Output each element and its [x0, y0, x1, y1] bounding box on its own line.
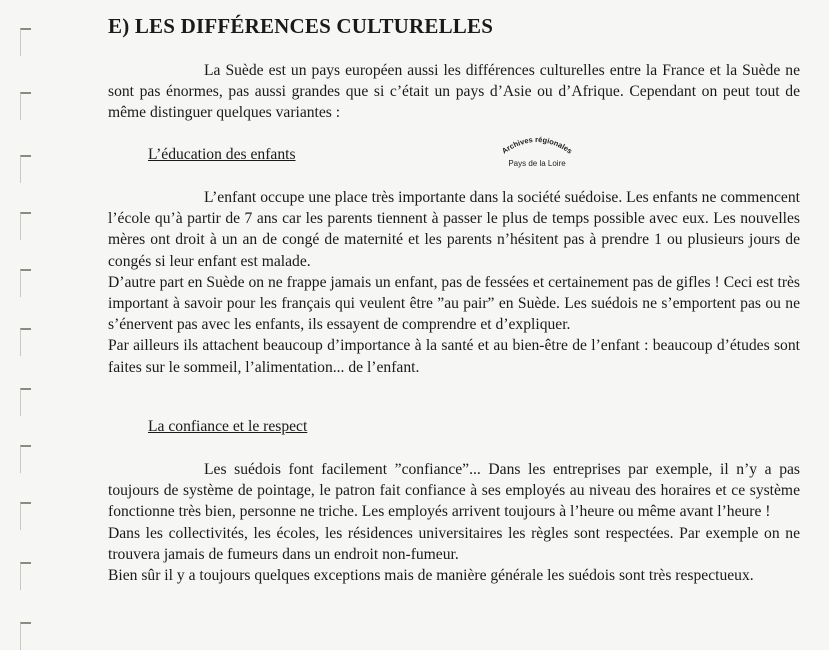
section-heading-trust: La confiance et le respect [148, 418, 308, 435]
binder-hole [20, 92, 31, 120]
binder-hole [20, 212, 31, 240]
intro-paragraph: La Suède est un pays européen aussi les différences culturelles entre la France et la Suède ne sont pas énormes, pas aussi grandes que si c’était un pays d’Asie ou d’Afrique. Cependant on peut tout de même distinguer quelques variantes : [108, 62, 800, 122]
intro-block [108, 60, 800, 124]
document-title: E) LES DIFFÉRENCES CULTURELLES [108, 14, 494, 38]
svg-text:Pays de la Loire: Pays de la Loire [508, 159, 566, 168]
binder-hole [20, 328, 31, 356]
binder-hole [20, 388, 31, 416]
archives-stamp [498, 132, 576, 172]
section-paragraph: Bien sûr il y a toujours quelques exceptions mais de manière générale les suédois sont très respectueux. [108, 567, 754, 585]
svg-text:Archives régionales: Archives régionales [500, 134, 574, 156]
section-paragraph: D’autre part en Suède on ne frappe jamais un enfant, pas de fessées et certainement pas de gifles ! Ceci est très important à savoir pour les français qui veulent être ”au pair” en Suède. Les suédois ne s’emportent pas ou ne s’énervent pas avec les enfants, ils essayent de comprendre et d’expliquer. [108, 273, 800, 334]
binder-hole [20, 502, 31, 530]
section-paragraph: Dans les collectivités, les écoles, les résidences universitaires les règles sont respectées. Par exemple on ne trouvera jamais de fumeurs dans un endroit non-fumeur. [108, 524, 800, 563]
archives-stamp-icon [498, 132, 576, 172]
binder-hole [20, 445, 31, 473]
binder-hole [20, 28, 31, 56]
education-section [108, 187, 800, 378]
trust-section [108, 459, 800, 586]
binder-hole [20, 269, 31, 297]
section-paragraph: L’enfant occupe une place très importante dans la société suédoise. Les enfants ne commencent l’école qu’à partir de 7 ans car les parents tiennent à passer le plus de temps possible avec eux. Les nouvelles mères ont droit à un an de congé de maternité et les parents n’hésitent pas à prendre 1 ou plusieurs jours de congés si leur enfant est malade. [108, 189, 800, 270]
section-paragraph: Par ailleurs ils attachent beaucoup d’importance à la santé et au bien-être de l’enfant : beaucoup d’études sont faites sur le sommeil, l’alimentation... de l’enfant. [108, 337, 800, 376]
binder-hole [20, 562, 31, 590]
binder-holes [0, 0, 40, 650]
binder-hole [20, 155, 31, 183]
binder-hole [20, 622, 31, 650]
section-paragraph: Les suédois font facilement ”confiance”... Dans les entreprises par exemple, il n’y a pas toujours de système de pointage, le patron fait confiance à ses employés au niveau des horaires et ce système fonctionne très bien, personne ne triche. Les employés arrivent toujours à l’heure ou même avant l’heure ! [108, 461, 800, 521]
section-heading-education: L’éducation des enfants [148, 146, 296, 163]
